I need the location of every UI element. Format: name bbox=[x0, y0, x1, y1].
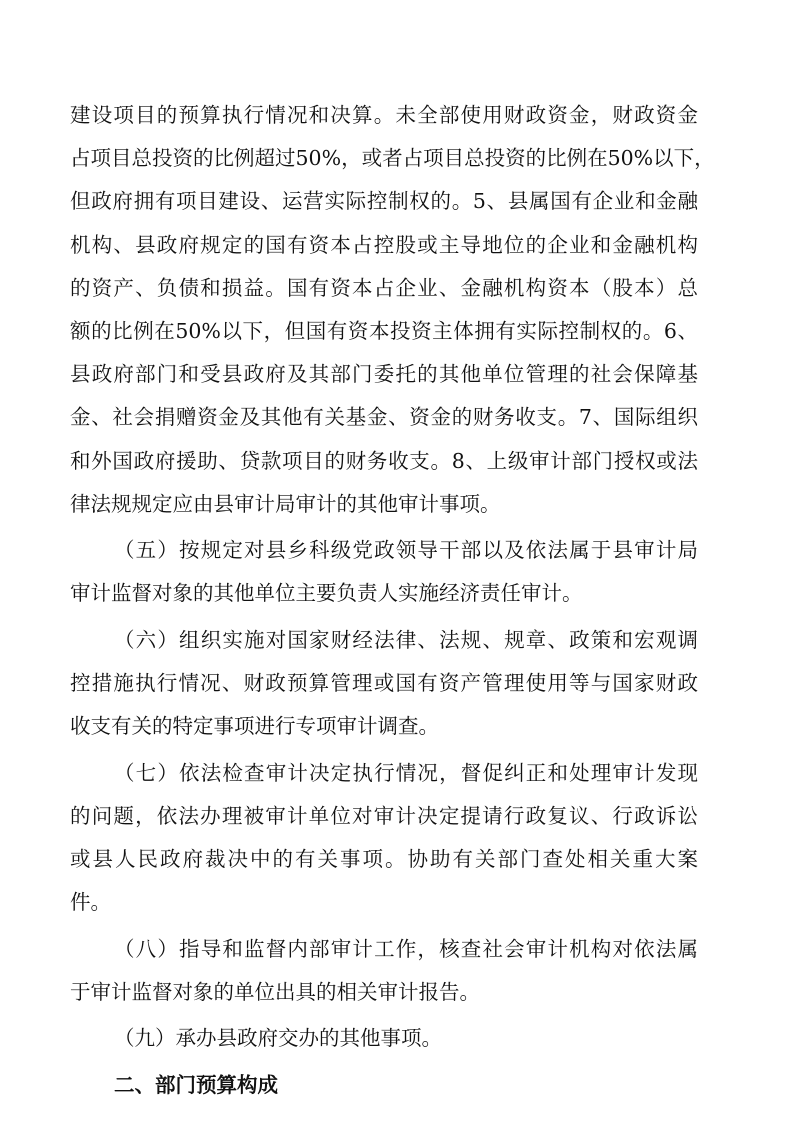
paragraph-line: 县政府部门和受县政府及其部门委托的其他单位管理的社会保障基 bbox=[70, 362, 698, 386]
item-7-line: （七）依法检查审计决定执行情况，督促纠正和处理审计发现 bbox=[114, 761, 698, 785]
item-7-line: 的问题，依法办理被审计单位对审计决定提请行政复议、行政诉讼 bbox=[70, 804, 698, 828]
paragraph-line: 额的比例在50%以下，但国有资本投资主体拥有实际控制权的。6、 bbox=[70, 319, 698, 343]
section-heading: 二、部门预算构成 bbox=[114, 1073, 278, 1097]
item-6-line: 控措施执行情况、财政预算管理或国有资产管理使用等与国家财政 bbox=[70, 671, 698, 695]
item-6-line: （六）组织实施对国家财经法律、法规、规章、政策和宏观调 bbox=[114, 628, 698, 652]
item-7-line: 件。 bbox=[70, 890, 111, 914]
paragraph-line: 但政府拥有项目建设、运营实际控制权的。5、县属国有企业和金融 bbox=[70, 189, 698, 213]
item-8-line: （八）指导和监督内部审计工作，核查社会审计机构对依法属 bbox=[114, 937, 698, 961]
item-5-line: 审计监督对象的其他单位主要负责人实施经济责任审计。 bbox=[70, 581, 583, 605]
item-8-line: 于审计监督对象的单位出具的相关审计报告。 bbox=[70, 980, 480, 1004]
paragraph-line: 建设项目的预算执行情况和决算。未全部使用财政资金，财政资金 bbox=[70, 103, 698, 127]
item-7-line: 或县人民政府裁决中的有关事项。协助有关部门查处相关重大案 bbox=[70, 847, 698, 871]
item-5-line: （五）按规定对县乡科级党政领导干部以及依法属于县审计局 bbox=[114, 538, 698, 562]
paragraph-line: 金、社会捐赠资金及其他有关基金、资金的财务收支。7、国际组织 bbox=[70, 405, 698, 429]
paragraph-line: 占项目总投资的比例超过50%，或者占项目总投资的比例在50%以下， bbox=[70, 146, 715, 170]
paragraph-line: 的资产、负债和损益。国有资本占企业、金融机构资本（股本）总 bbox=[70, 276, 698, 300]
paragraph-line: 机构、县政府规定的国有资本占控股或主导地位的企业和金融机构 bbox=[70, 233, 698, 257]
paragraph-line: 律法规规定应由县审计局审计的其他审计事项。 bbox=[70, 492, 501, 516]
paragraph-line: 和外国政府援助、贷款项目的财务收支。8、上级审计部门授权或法 bbox=[70, 449, 698, 473]
item-6-line: 收支有关的特定事项进行专项审计调查。 bbox=[70, 714, 439, 738]
item-9-line: （九）承办县政府交办的其他事项。 bbox=[114, 1026, 442, 1050]
